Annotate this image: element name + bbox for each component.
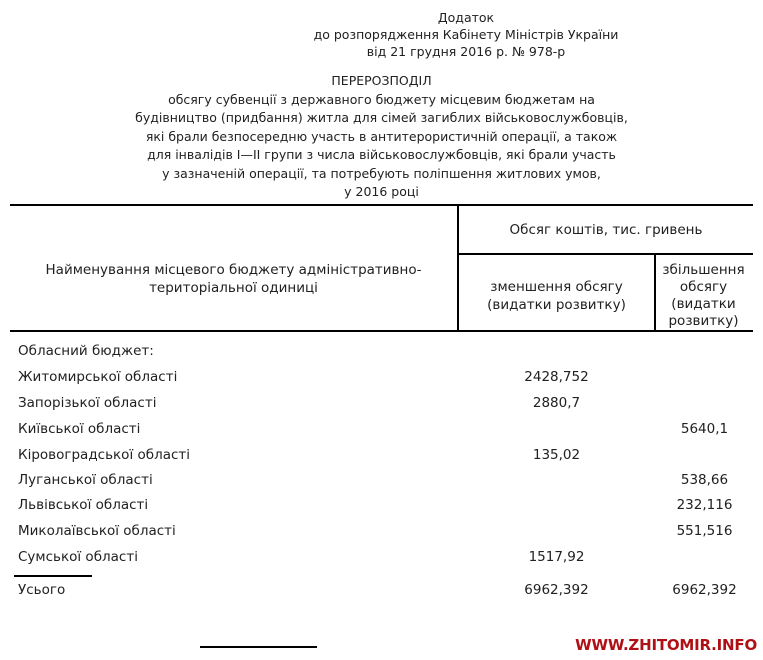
decrease-value: 2880,7	[532, 395, 581, 411]
column-header-budget-name	[10, 206, 457, 330]
group-header-amount-label: Обсяг коштів, тис. гривень	[509, 221, 703, 238]
budget-name-header-line-2: територіальної одиниці	[149, 280, 318, 296]
increase-header-line-4: розвитку)	[668, 313, 739, 329]
appendix-line-2: до розпорядження Кабінету Міністрів України	[313, 27, 619, 42]
increase-header-line-3: (видатки	[671, 296, 736, 312]
title-line-2: обсягу субвенції з державного бюджету місцевим бюджетам на	[168, 91, 595, 107]
region-name: Сумської області	[18, 549, 138, 565]
group-header-amount	[459, 206, 753, 255]
table-header	[10, 204, 753, 332]
region-name: Обласний бюджет:	[18, 343, 154, 359]
footer-rule	[200, 646, 317, 648]
decrease-header-line-1: зменшення обсягу	[490, 279, 623, 295]
decrease-value: 2428,752	[524, 369, 589, 385]
table-row	[10, 421, 753, 443]
table-row	[10, 497, 753, 519]
region-name: Кіровоградської області	[18, 447, 191, 463]
table-row	[10, 343, 753, 365]
total-separator-line	[14, 575, 92, 577]
total-decrease-value: 6962,392	[524, 582, 589, 598]
appendix-line-3: від 21 грудня 2016 р. № 978-р	[366, 44, 566, 59]
title-line-3: будівництво (придбання) житла для сімей загиблих військовослужбовців,	[135, 110, 628, 125]
sub-header-row	[459, 255, 753, 330]
table-row	[10, 369, 753, 391]
table-row	[10, 523, 753, 545]
region-name: Львівської області	[18, 497, 149, 513]
title-line-5: для інвалідів І—ІІ групи з числа військовослужбовців, які брали участь	[147, 147, 616, 162]
decrease-header-line-2: (видатки розвитку)	[487, 297, 626, 313]
increase-value: 232,116	[676, 497, 733, 513]
increase-value: 538,66	[680, 472, 729, 488]
table-row	[10, 395, 753, 417]
increase-value: 551,516	[676, 523, 733, 539]
total-increase-value: 6962,392	[672, 582, 737, 598]
decrease-value: 135,02	[532, 447, 581, 463]
column-header-increase	[654, 255, 751, 330]
table-row	[10, 472, 753, 494]
table-row	[10, 447, 753, 469]
region-name: Миколаївської області	[18, 523, 176, 539]
region-name: Київської області	[18, 421, 141, 437]
document-title	[20, 72, 743, 202]
appendix-line-1: Додаток	[437, 10, 495, 25]
column-group-amounts	[457, 206, 753, 330]
appendix-header	[310, 9, 622, 60]
increase-header-line-2: обсягу	[679, 279, 728, 295]
column-header-decrease	[459, 255, 654, 330]
title-line-1: ПЕРЕРОЗПОДІЛ	[331, 73, 432, 88]
decrease-value: 1517,92	[528, 549, 585, 565]
region-name: Луганської області	[18, 472, 153, 488]
total-row	[10, 582, 753, 604]
title-line-4: які брали безпосередню участь в антитерористичній операції, а також	[145, 128, 618, 144]
increase-header-line-1: збільшення	[662, 262, 745, 278]
budget-name-header-line-1: Найменування місцевого бюджету адміністративно-	[45, 262, 422, 278]
table-row	[10, 549, 753, 571]
watermark: WWW.ZHITOMIR.INFO	[575, 636, 757, 654]
total-label: Усього	[18, 582, 66, 598]
increase-value: 5640,1	[680, 421, 729, 437]
title-line-7: у 2016 році	[344, 184, 419, 199]
region-name: Запорізької області	[18, 395, 157, 411]
region-name: Житомирської області	[18, 369, 178, 385]
title-line-6: у зазначеній операції, та потребують поліпшення житлових умов,	[162, 165, 601, 181]
